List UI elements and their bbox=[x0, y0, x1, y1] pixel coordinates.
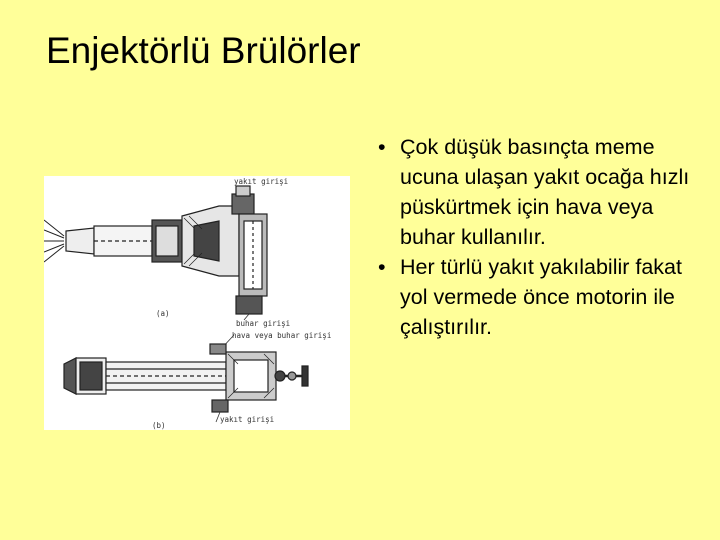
injector-burner-diagram bbox=[44, 176, 350, 430]
label-panel-a: (a) bbox=[156, 309, 170, 318]
label-panel-b: (b) bbox=[152, 421, 166, 430]
bullet-symbol: • bbox=[378, 135, 386, 159]
spray-lines bbox=[44, 220, 64, 262]
bullet-symbol: • bbox=[378, 255, 386, 279]
label-steam-inlet: buhar girişi bbox=[236, 319, 291, 328]
label-fuel-inlet-bottom: yakıt girişi bbox=[220, 415, 275, 424]
upper-injector-drawing bbox=[44, 186, 267, 314]
bullet-text: Çok düşük basınçta meme ucuna ulaşan yakıt ocağa hızlı püskürtmek için hava veya buhar kullanılır. bbox=[400, 135, 690, 249]
label-fuel-inlet-top: yakıt girişi bbox=[234, 177, 289, 186]
bullet-item bbox=[370, 252, 710, 342]
bullet-text: Her türlü yakıt yakılabilir fakat yol vermede önce motorin ile çalıştırılır. bbox=[400, 255, 682, 339]
label-air-or-steam-inlet: hava veya buhar girişi bbox=[232, 331, 332, 340]
lower-injector-drawing bbox=[64, 344, 308, 412]
bullet-item bbox=[370, 132, 710, 252]
bullet-list bbox=[370, 132, 710, 342]
slide-title: Enjektörlü Brülörler bbox=[46, 30, 361, 71]
